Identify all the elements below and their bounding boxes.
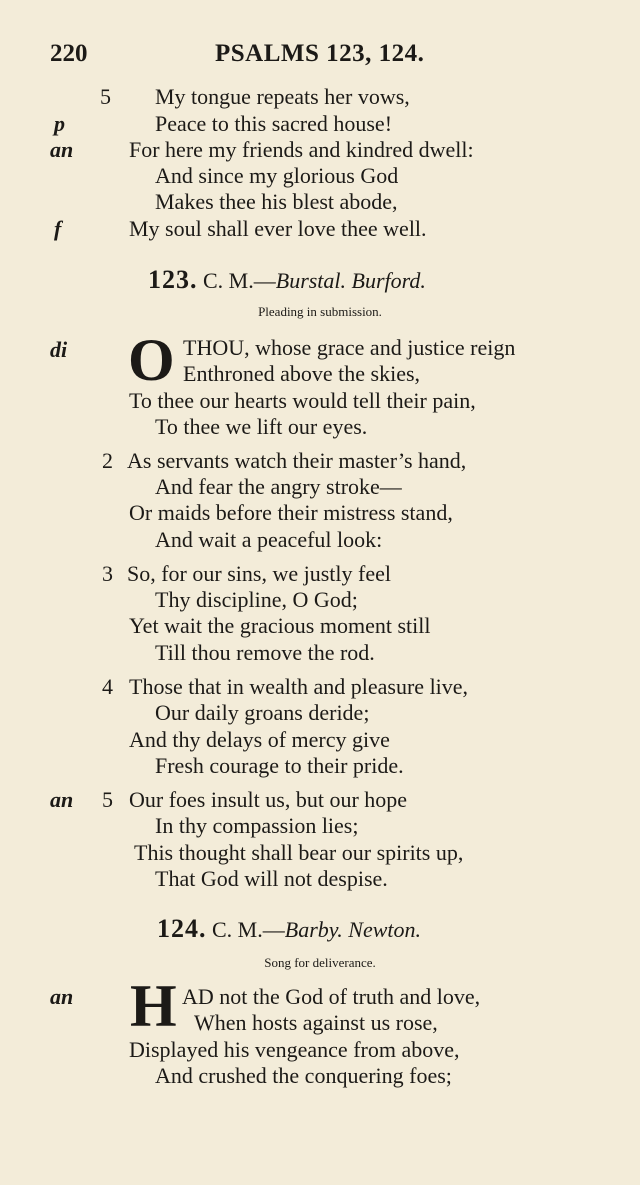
verse-line: THOU, whose grace and justice reign	[183, 335, 516, 360]
verse-line: AD not the God of truth and love,	[182, 984, 481, 1009]
hymn-meter: C. M.—	[203, 268, 276, 293]
verse-number: 5	[102, 787, 113, 812]
dynamic-mark: p	[54, 111, 65, 136]
verse-line: And wait a peaceful look:	[155, 527, 383, 552]
verse-line: In thy compassion lies;	[155, 813, 359, 838]
hymn-number: 123.	[148, 265, 198, 294]
verse-line: Our foes insult us, but our hope	[129, 787, 408, 812]
page-number: 220	[50, 40, 88, 67]
verse-line: Yet wait the gracious moment still	[129, 613, 431, 638]
page-header	[0, 40, 640, 74]
hymn-subtitle: Pleading in submission.	[258, 304, 382, 319]
verse-line: As servants watch their master’s hand,	[127, 448, 467, 473]
hymn-tunes: Burstal. Burford.	[275, 268, 426, 293]
verse-line: For here my friends and kindred dwell:	[129, 137, 474, 162]
verse-line: Fresh courage to their pride.	[155, 753, 404, 778]
verse-line: Peace to this sacred house!	[155, 111, 393, 136]
dynamic-mark: f	[54, 216, 62, 241]
hymn-meter: C. M.—	[212, 917, 285, 942]
verse-line: My tongue repeats her vows,	[155, 84, 410, 109]
verse-line: This thought shall bear our spirits up,	[134, 840, 464, 865]
verse-line: My soul shall ever love thee well.	[129, 216, 427, 241]
hymn-subtitle: Song for deliverance.	[264, 955, 376, 970]
verse-line: Or maids before their mistress stand,	[129, 500, 453, 525]
verse-line: To thee our hearts would tell their pain,	[129, 388, 476, 413]
drop-cap: O	[128, 327, 175, 393]
verse-number: 3	[102, 561, 113, 586]
dynamic-mark: an	[50, 984, 74, 1009]
dynamic-mark: an	[50, 137, 74, 162]
verse-line: Our daily groans deride;	[155, 700, 370, 725]
hymn-tunes: Barby. Newton.	[284, 917, 422, 942]
verse-line: Thy discipline, O God;	[155, 587, 358, 612]
verse-line: Enthroned above the skies,	[183, 361, 421, 386]
verse-line: Makes thee his blest abode,	[155, 189, 398, 214]
verse-number: 4	[102, 674, 113, 699]
verse-line: And since my glorious God	[155, 163, 399, 188]
verse-line: Displayed his vengeance from above,	[129, 1037, 460, 1062]
verse-line: And crushed the conquering foes;	[155, 1063, 452, 1088]
verse-line: And thy delays of mercy give	[129, 727, 390, 752]
verse-line: When hosts against us rose,	[194, 1010, 438, 1035]
verse-number: 2	[102, 448, 113, 473]
dynamic-mark: di	[50, 337, 68, 362]
verse-line: And fear the angry stroke—	[155, 474, 402, 499]
verse-line: Till thou remove the rod.	[155, 640, 375, 665]
running-title: PSALMS 123, 124.	[215, 40, 425, 67]
verse-line: To thee we lift our eyes.	[155, 414, 368, 439]
verse-number: 5	[100, 84, 111, 109]
hymn-heading	[157, 915, 421, 944]
verse-line: So, for our sins, we justly feel	[127, 561, 391, 586]
verse-line: Those that in wealth and pleasure live,	[129, 674, 469, 699]
drop-cap: H	[130, 973, 177, 1039]
hymn-number: 124.	[157, 914, 207, 943]
hymn-heading	[148, 266, 426, 295]
verse-line: That God will not despise.	[155, 866, 388, 891]
dynamic-mark: an	[50, 787, 74, 812]
